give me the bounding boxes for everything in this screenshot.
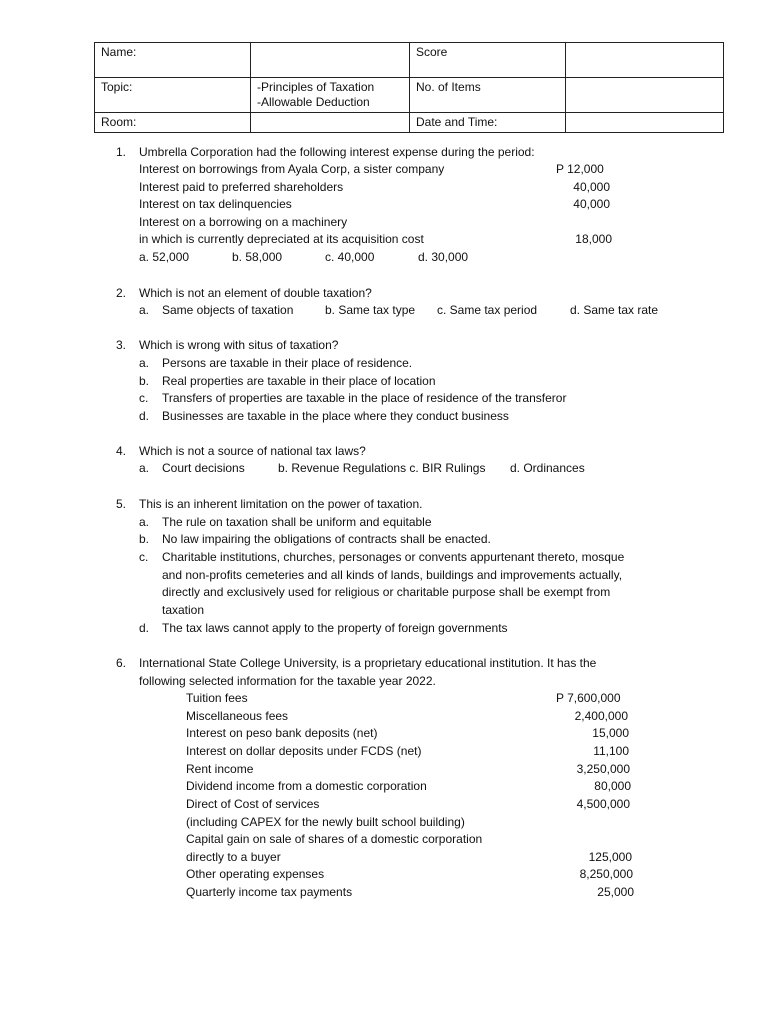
q1-item-amount: 18,000 bbox=[575, 232, 612, 246]
topic-value-1: -Principles of Taxation bbox=[257, 80, 375, 94]
question-stem: International State College University, is a proprietary educational institution. It has the bbox=[139, 656, 597, 670]
name-label: Name: bbox=[95, 43, 251, 78]
topic-label: Topic: bbox=[95, 78, 251, 113]
choice-d[interactable]: d. Same tax rate bbox=[570, 303, 659, 317]
question-number: 6. bbox=[116, 656, 127, 670]
q6-item-label: Direct of Cost of services bbox=[186, 797, 320, 811]
question-stem: Which is not a source of national tax laws? bbox=[139, 444, 366, 458]
choice-c[interactable]: Charitable institutions, churches, personages or convents appurtenant thereto, mosque bbox=[162, 550, 625, 564]
question-stem-line: following selected information for the taxable year 2022. bbox=[139, 674, 436, 688]
choice-b[interactable]: No law impairing the obligations of contracts shall be enacted. bbox=[162, 532, 491, 546]
date-label: Date and Time: bbox=[410, 113, 566, 133]
topic-value-2: -Allowable Deduction bbox=[257, 95, 370, 109]
choice-b[interactable]: b. Same tax type bbox=[325, 303, 416, 317]
choice-letter: c. bbox=[139, 550, 149, 564]
room-label: Room: bbox=[95, 113, 251, 133]
q1-item-label: Interest on borrowings from Ayala Corp, a sister company bbox=[139, 162, 445, 176]
choice-c-line: directly and exclusively used for religious or charitable purpose shall be exempt from bbox=[162, 585, 611, 599]
question-stem: Which is wrong with situs of taxation? bbox=[139, 338, 339, 352]
q6-item-amount: 8,250,000 bbox=[579, 867, 633, 881]
q1-item-amount: 40,000 bbox=[573, 197, 610, 211]
room-field[interactable] bbox=[251, 113, 410, 133]
q6-item-label: Capital gain on sale of shares of a domestic corporation bbox=[186, 832, 483, 846]
question-stem: This is an inherent limitation on the power of taxation. bbox=[139, 497, 423, 511]
choice-a[interactable]: The rule on taxation shall be uniform and equitable bbox=[162, 515, 432, 529]
choice-b-c[interactable]: b. Revenue Regulations c. BIR Rulings bbox=[278, 461, 486, 475]
choice-d[interactable]: Businesses are taxable in the place where they conduct business bbox=[162, 409, 509, 423]
score-field[interactable] bbox=[566, 43, 724, 78]
q6-item-amount: 4,500,000 bbox=[576, 797, 630, 811]
question-stem: Which is not an element of double taxation? bbox=[139, 286, 372, 300]
q1-item-amount: 40,000 bbox=[573, 180, 610, 194]
header-row-name bbox=[95, 43, 724, 78]
question-number: 4. bbox=[116, 444, 127, 458]
question-number: 2. bbox=[116, 286, 127, 300]
q6-item-amount: 125,000 bbox=[588, 850, 632, 864]
q6-item-label: Interest on peso bank deposits (net) bbox=[186, 726, 378, 740]
question-number: 3. bbox=[116, 338, 127, 352]
question-number: 1. bbox=[116, 145, 127, 159]
q6-item-amount: 15,000 bbox=[592, 726, 629, 740]
q1-item-label: in which is currently depreciated at its acquisition cost bbox=[139, 232, 424, 246]
choice-a[interactable]: a. 52,000 bbox=[139, 250, 190, 264]
items-label: No. of Items bbox=[410, 78, 566, 113]
q1-item-label: Interest paid to preferred shareholders bbox=[139, 180, 344, 194]
q6-item-label: Other operating expenses bbox=[186, 867, 325, 881]
choice-a[interactable]: Persons are taxable in their place of residence. bbox=[162, 356, 413, 370]
choice-c[interactable]: c. Same tax period bbox=[437, 303, 538, 317]
date-field[interactable] bbox=[566, 113, 724, 133]
header-row-topic bbox=[95, 78, 724, 113]
q6-item-amount: P 7,600,000 bbox=[556, 691, 621, 705]
q6-item-amount: 11,100 bbox=[593, 744, 629, 758]
q6-item-label: directly to a buyer bbox=[186, 850, 281, 864]
choice-d[interactable]: The tax laws cannot apply to the property of foreign governments bbox=[162, 621, 508, 635]
q6-item-amount: 80,000 bbox=[594, 779, 631, 793]
header-row-room bbox=[95, 113, 724, 133]
choice-letter: b. bbox=[139, 532, 150, 546]
choice-c-line: taxation bbox=[162, 603, 205, 617]
q1-item-amount: P 12,000 bbox=[556, 162, 604, 176]
choice-c[interactable]: Transfers of properties are taxable in the place of residence of the transferor bbox=[162, 391, 567, 405]
choice-letter: a. bbox=[139, 515, 150, 529]
question-stem: Umbrella Corporation had the following interest expense during the period: bbox=[139, 145, 535, 159]
q6-item-amount: 2,400,000 bbox=[574, 709, 628, 723]
topic-value bbox=[251, 78, 410, 113]
question-number: 5. bbox=[116, 497, 127, 511]
name-field[interactable] bbox=[251, 43, 410, 78]
choice-b[interactable]: b. 58,000 bbox=[232, 250, 283, 264]
q6-item-amount: 25,000 bbox=[597, 885, 634, 899]
q6-item-label: Rent income bbox=[186, 762, 254, 776]
choice-letter: a. bbox=[139, 356, 150, 370]
choice-d[interactable]: d. Ordinances bbox=[510, 461, 585, 475]
choice-letter: b. bbox=[139, 374, 150, 388]
q6-item-label: Quarterly income tax payments bbox=[186, 885, 353, 899]
q6-item-label: Interest on dollar deposits under FCDS (net) bbox=[186, 744, 422, 758]
choice-d[interactable]: d. 30,000 bbox=[418, 250, 469, 264]
choice-letter: a. bbox=[139, 303, 150, 317]
choice-c-line: and non-profits cemeteries and all kinds of lands, buildings and improvements actually, bbox=[162, 568, 623, 582]
items-field[interactable] bbox=[566, 78, 724, 113]
choice-c[interactable]: c. 40,000 bbox=[325, 250, 375, 264]
q1-item-label: Interest on a borrowing on a machinery bbox=[139, 215, 348, 229]
choice-a[interactable]: Same objects of taxation bbox=[162, 303, 294, 317]
choice-letter: c. bbox=[139, 391, 149, 405]
choice-letter: d. bbox=[139, 409, 150, 423]
q6-item-label: Miscellaneous fees bbox=[186, 709, 289, 723]
choice-letter: d. bbox=[139, 621, 150, 635]
q6-item-label: (including CAPEX for the newly built school building) bbox=[186, 815, 465, 829]
q1-item-label: Interest on tax delinquencies bbox=[139, 197, 292, 211]
choice-letter: a. bbox=[139, 461, 150, 475]
q6-item-label: Tuition fees bbox=[186, 691, 248, 705]
q6-item-amount: 3,250,000 bbox=[576, 762, 630, 776]
score-label: Score bbox=[410, 43, 566, 78]
q6-item-label: Dividend income from a domestic corporation bbox=[186, 779, 427, 793]
choice-a[interactable]: Court decisions bbox=[162, 461, 245, 475]
header-table bbox=[94, 42, 724, 133]
choice-b[interactable]: Real properties are taxable in their place of location bbox=[162, 374, 436, 388]
